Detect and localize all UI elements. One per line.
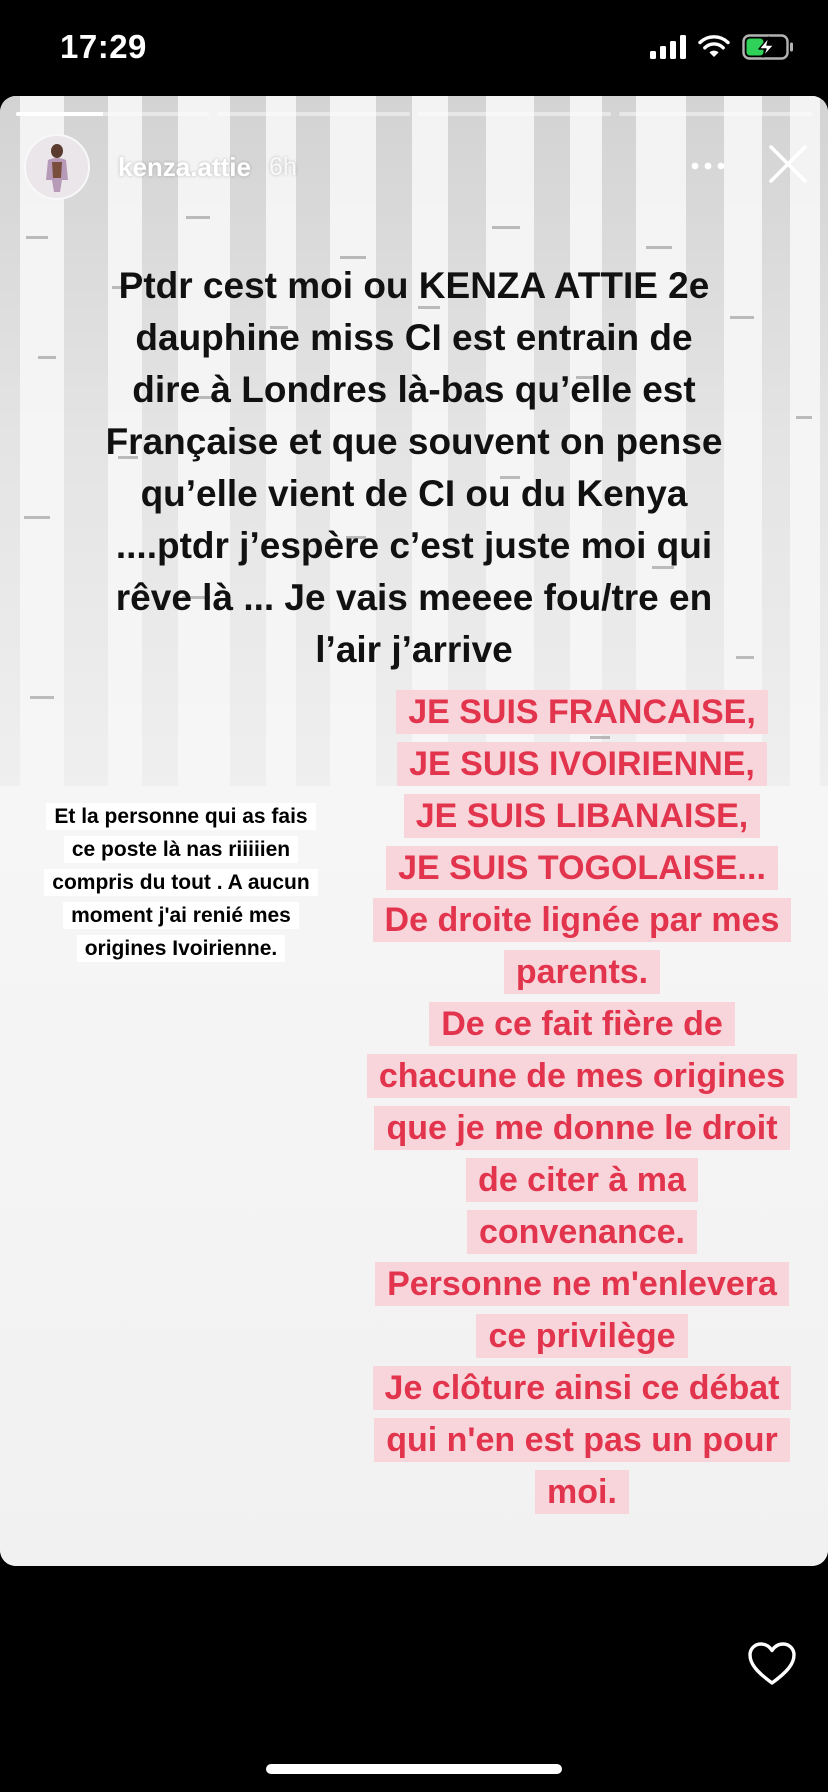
response-line: De ce fait fière de: [429, 1002, 735, 1046]
progress-segment: [217, 112, 410, 116]
like-button[interactable]: [744, 1640, 800, 1692]
response-line: chacune de mes origines: [367, 1054, 797, 1098]
side-note-line: ce poste là nas riiiiien: [64, 836, 298, 863]
home-indicator[interactable]: [266, 1764, 562, 1774]
response-line: parents.: [504, 950, 660, 994]
side-note-line: moment j'ai renié mes: [63, 902, 299, 929]
response-line: que je me donne le droit: [374, 1106, 789, 1150]
close-button[interactable]: [762, 140, 814, 192]
response-line: JE SUIS LIBANAISE,: [404, 794, 761, 838]
avatar[interactable]: [24, 134, 90, 200]
progress-fill: [16, 112, 103, 116]
side-note-line: origines Ivoirienne.: [77, 935, 286, 962]
response-line: De droite lignée par mes: [373, 898, 792, 942]
story-time-ago: 6h: [268, 152, 297, 181]
side-note-line: compris du tout . A aucun: [44, 869, 317, 896]
story-card[interactable]: [0, 96, 828, 1566]
progress-segment: [418, 112, 611, 116]
close-icon: [768, 144, 808, 189]
status-bar: [0, 0, 828, 96]
response-line: qui n'en est pas un pour: [374, 1418, 790, 1462]
response-line: Personne ne m'enlevera: [375, 1262, 789, 1306]
story-header: [24, 132, 297, 202]
response-line: Je clôture ainsi ce débat: [373, 1366, 792, 1410]
response-text-block: [334, 686, 828, 1518]
battery-charging-icon: [742, 34, 794, 65]
progress-segment: [619, 112, 812, 116]
quoted-post-text: Ptdr cest moi ou KENZA ATTIE 2e dauphine miss CI est entrain de dire à Londres là-bas qu’elle est Française et que souvent on pense qu’elle vient de CI ou du Kenya ....ptdr j’espère c’est juste moi qui rêve là ... Je vais meeee fou/tre en l’air j’arrive: [105, 265, 723, 670]
response-line: JE SUIS IVOIRIENNE,: [397, 742, 767, 786]
heart-icon: [747, 1641, 797, 1692]
response-line: convenance.: [467, 1210, 697, 1254]
response-line: JE SUIS FRANCAISE,: [396, 690, 768, 734]
story-username[interactable]: kenza.attie: [118, 151, 251, 182]
more-icon: [691, 157, 725, 175]
response-line: de citer à ma: [466, 1158, 698, 1202]
response-line: moi.: [535, 1470, 629, 1514]
story-progress-bar: [16, 112, 812, 116]
side-note-line: Et la personne qui as fais: [46, 803, 315, 830]
signal-icon: [650, 35, 686, 64]
progress-segment: [16, 112, 209, 116]
side-note-text-box: [16, 800, 346, 965]
response-line: ce privilège: [476, 1314, 687, 1358]
more-options-button[interactable]: [688, 146, 728, 186]
status-time: 17:29: [60, 28, 147, 65]
response-line: JE SUIS TOGOLAISE...: [386, 846, 778, 890]
wifi-icon: [698, 35, 730, 64]
status-icons: [650, 34, 794, 65]
